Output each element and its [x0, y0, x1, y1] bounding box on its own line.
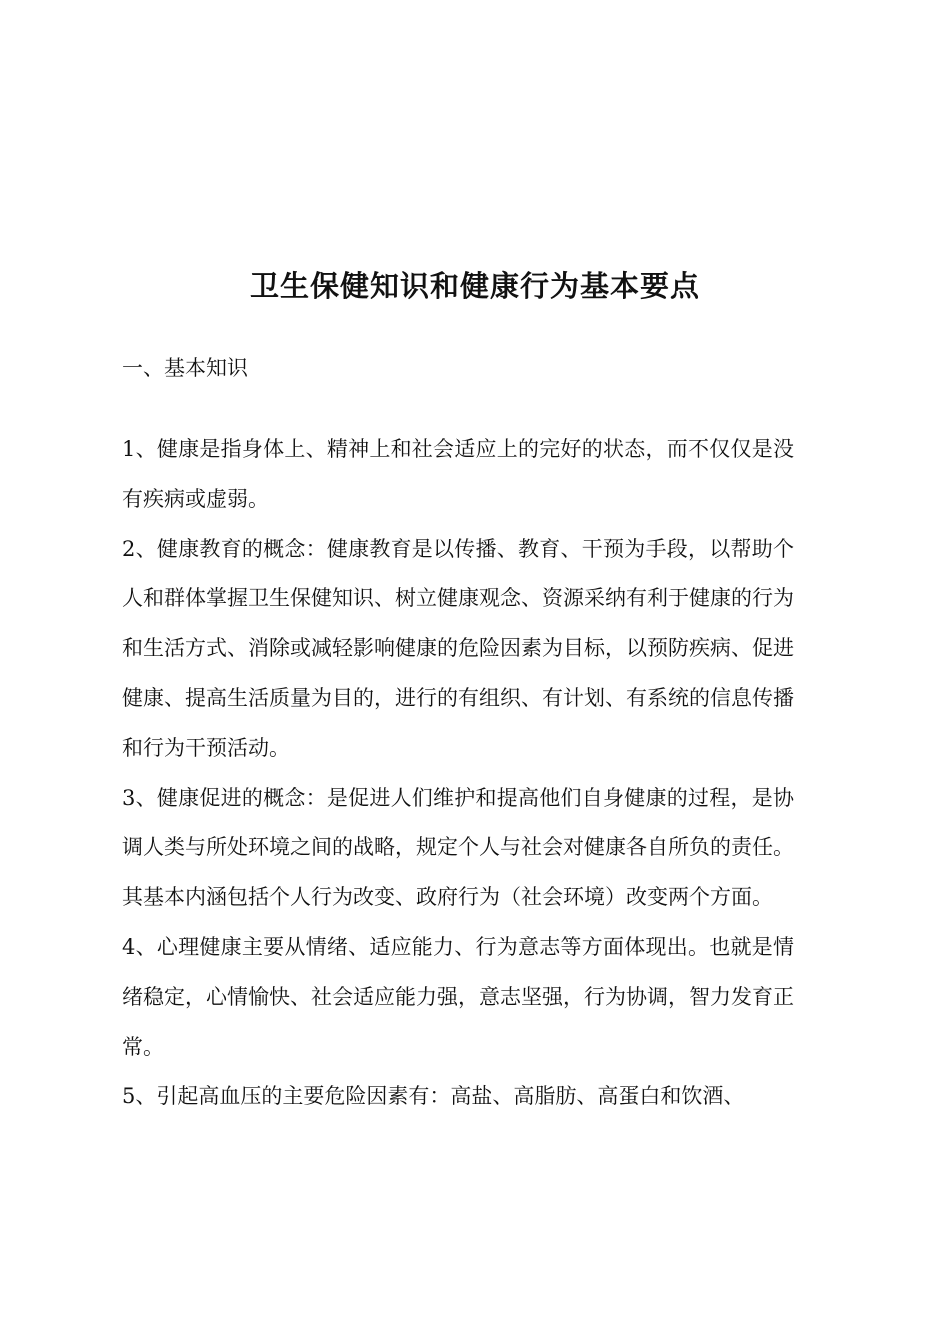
paragraph-5: 5、引起高血压的主要危险因素有：高盐、高脂肪、高蛋白和饮酒、 — [122, 1084, 745, 1109]
paragraph-4: 4、心理健康主要从情绪、适应能力、行为意志等方面体现出。也就是情绪稳定，心情愉快、社会适应能力强，意志坚强，行为协调，智力发育正常。 — [122, 934, 794, 1059]
paragraph-1: 1、健康是指身体上、精神上和社会适应上的完好的状态，而不仅仅是没有疾病或虚弱。 — [122, 437, 794, 511]
document-title: 卫生保健知识和健康行为基本要点 — [249, 269, 700, 303]
section-heading: 一、基本知识 — [122, 356, 248, 380]
paragraph-3: 3、健康促进的概念：是促进人们维护和提高他们自身健康的过程，是协调人类与所处环境之间的战略，规定个人与社会对健康各自所负的责任。其基本内涵包括个人行为改变、政府行为（社会环境）改变两个方面。 — [122, 785, 794, 910]
document-body — [122, 425, 794, 1122]
paragraph-2: 2、健康教育的概念：健康教育是以传播、教育、干预为手段，以帮助个人和群体掌握卫生保健知识、树立健康观念、资源采纳有利于健康的行为和生活方式、消除或减轻影响健康的危险因素为目标，以预防疾病、促进健康、提高生活质量为目的，进行的有组织、有计划、有系统的信息传播和行为干预活动。 — [122, 536, 794, 760]
